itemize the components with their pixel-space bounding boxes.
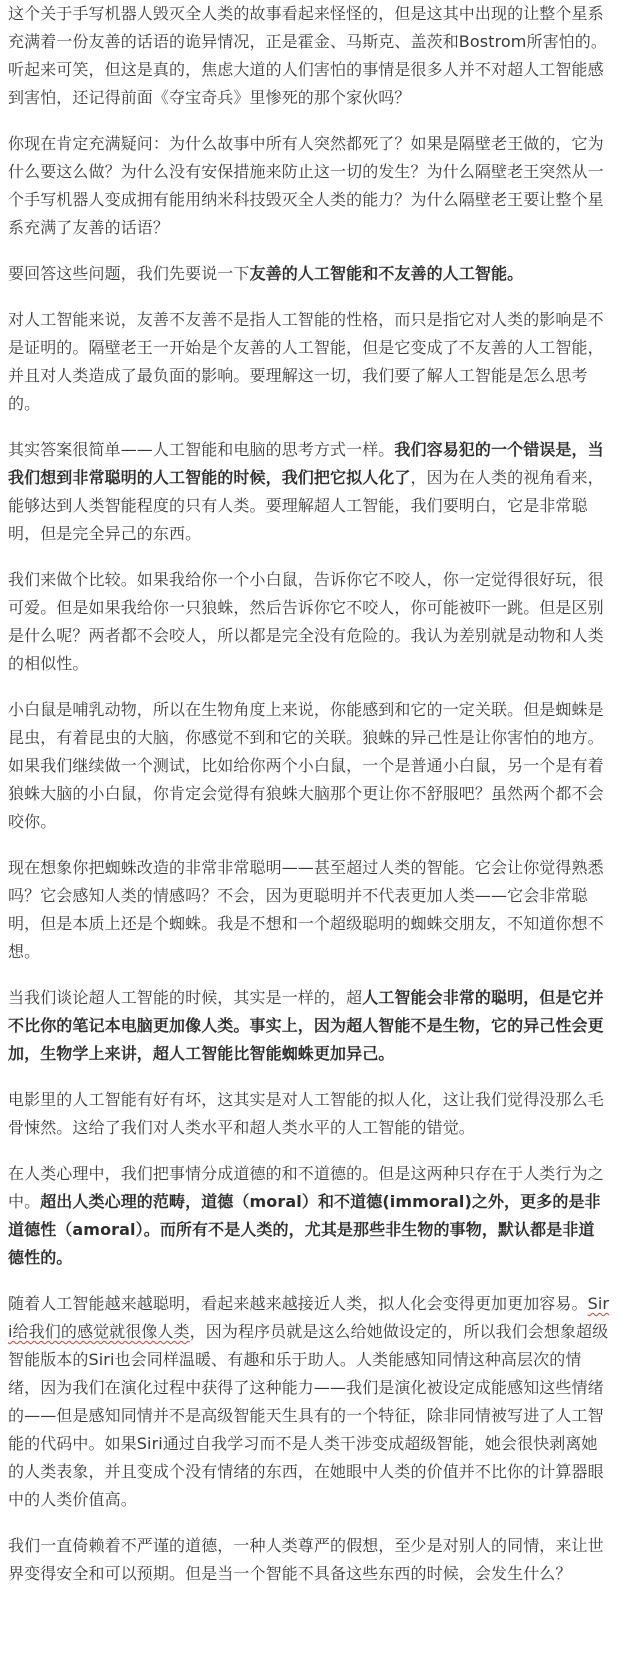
spellcheck-underlined-text: Siri给我们的感觉就很像人类 (8, 1294, 610, 1341)
paragraph-3 (8, 260, 610, 288)
paragraph-11 (8, 1160, 610, 1272)
paragraph-12 (8, 1290, 610, 1514)
paragraph-8: 现在想象你把蜘蛛改造的非常非常聪明——甚至超过人类的智能。它会让你觉得熟悉吗？它会感知人类的情感吗？不会，因为更聪明并不代表更加人类——它会非常聪明，但是本质上还是个蜘蛛。我是不想和一个超级聪明的蜘蛛交朋友，不知道你想不想。 (8, 858, 604, 961)
paragraph-12-text-end: ，因为程序员就是这么给她做设定的，所以我们会想象超级智能版本的Siri也会同样温暖、有趣和乐于助人。人类能感知同情这种高层次的情绪，因为我们在演化过程中获得了这种能力——我们是演化被设定成能感知这些情绪的——但是感知同情并不是高级智能天生具有的一个特征，除非同情被写进了人工智能的代码中。如果Siri通过自我学习而不是人类干涉变成超级智能，她会很快剥离她的人类表象，并且变成个没有情绪的东西，在她眼中人类的价值并不比你的计算器眼中的人类价值高。 (8, 1322, 609, 1509)
paragraph-12-text-start: 随着人工智能越来越聪明，看起来越来越接近人类，拟人化会变得更加更加容易。 (8, 1294, 588, 1313)
paragraph-13: 我们一直倚赖着不严谨的道德，一种人类尊严的假想，至少是对别人的同情，来让世界变得安全和可以预期。但是当一个智能不具备这些东西的时候，会发生什么？ (8, 1536, 604, 1583)
paragraph-11-bold: 超出人类心理的范畴，道德（moral）和不道德(immoral)之外，更多的是非道德性（amoral）。而所有不是人类的，尤其是那些非生物的事物，默认都是非道德性的。 (8, 1192, 601, 1267)
paragraph-9-text: 当我们谈论超人工智能的时候，其实是一样的，超 (8, 988, 363, 1007)
paragraph-4: 对人工智能来说，友善不友善不是指人工智能的性格，而只是指它对人类的影响是不是证明的。隔壁老王一开始是个友善的人工智能，但是它变成了不友善的人工智能，并且对人类造成了最负面的影响。要理解这一切，我们要了解人工智能是怎么思考的。 (8, 310, 604, 413)
paragraph-3-bold: 友善的人工智能和不友善的人工智能。 (249, 264, 524, 283)
paragraph-11-text: 在人类心理中，我们把事情分成道德的和不道德的。但是这两种只存在于人类行为之中。 (8, 1164, 604, 1211)
paragraph-2: 你现在肯定充满疑问：为什么故事中所有人突然都死了？如果是隔壁老王做的，它为什么要这么做？为什么没有安保措施来防止这一切的发生？为什么隔壁老王突然从一个手写机器人变成拥有能用纳米科技毁灭全人类的能力？为什么隔壁老王要让整个星系充满了友善的话语？ (8, 134, 604, 237)
paragraph-5-text-end: ，因为在人类的视角看来，能够达到人类智能程度的只有人类。要理解超人工智能，我们要明白，它是非常聪明，但是完全异己的东西。 (8, 468, 604, 543)
paragraph-1: 这个关于手写机器人毁灭全人类的故事看起来怪怪的，但是这其中出现的让整个星系充满着一份友善的话语的诡异情况，正是霍金、马斯克、盖茨和Bostrom所害怕的。听起来可笑，但这是真的，焦虑大道的人们害怕的事情是很多人并不对超人工智能感到害怕，还记得前面《夺宝奇兵》里惨死的那个家伙吗？ (8, 4, 607, 107)
paragraph-7: 小白鼠是哺乳动物，所以在生物角度上来说，你能感到和它的一定关联。但是蜘蛛是昆虫，有着昆虫的大脑，你感觉不到和它的关联。狼蛛的异己性是让你害怕的地方。如果我们继续做一个测试，比如给你两个小白鼠，一个是普通小白鼠，另一个是有着狼蛛大脑的小白鼠，你肯定会觉得有狼蛛大脑那个更让你不舒服吧？虽然两个都不会咬你。 (8, 700, 604, 831)
paragraph-9-bold: 人工智能会非常的聪明，但是它并不比你的笔记本电脑更加像人类。事实上，因为超人智能不是生物，它的异己性会更加，生物学上来讲，超人工智能比智能蜘蛛更加异己。 (8, 988, 604, 1063)
paragraph-5-bold: 我们容易犯的一个错误是，当我们想到非常聪明的人工智能的时候，我们把它拟人化了 (8, 440, 604, 487)
paragraph-5-text-start: 其实答案很简单——人工智能和电脑的思考方式一样。 (8, 440, 395, 459)
paragraph-5 (8, 436, 610, 548)
paragraph-10: 电影里的人工智能有好有坏，这其实是对人工智能的拟人化，这让我们觉得没那么毛骨悚然。这给了我们对人类水平和超人类水平的人工智能的错觉。 (8, 1090, 604, 1137)
article-body (8, 0, 610, 1588)
paragraph-9 (8, 984, 610, 1068)
paragraph-3-text: 要回答这些问题，我们先要说一下 (8, 264, 250, 283)
paragraph-6: 我们来做个比较。如果我给你一个小白鼠，告诉你它不咬人，你一定觉得很好玩，很可爱。但是如果我给你一只狼蛛，然后告诉你它不咬人，你可能被吓一跳。但是区别是什么呢？两者都不会咬人，所以都是完全没有危险的。我认为差别就是动物和人类的相似性。 (8, 570, 604, 673)
